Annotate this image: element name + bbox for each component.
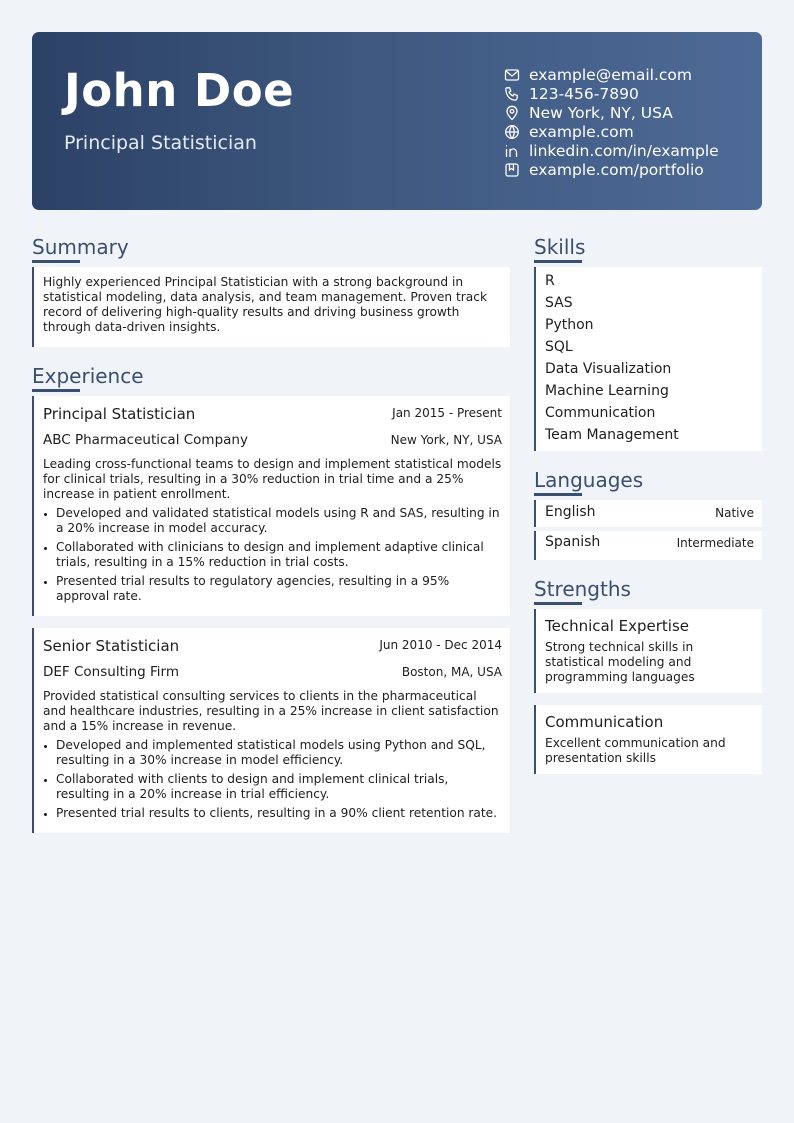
linkedin-icon (504, 143, 520, 159)
skills-rule (534, 260, 582, 263)
candidate-name: John Doe (64, 64, 295, 117)
contact-location-text: New York, NY, USA (529, 103, 673, 122)
job-description: Provided statistical consulting services to clients in the pharmaceutical and healthcare industries, resulting in a 25% increase in client satisfaction and a 15% increase in revenue. (43, 689, 499, 733)
skills-heading: Skills (534, 235, 586, 259)
phone-icon (504, 86, 520, 102)
resume-header (32, 32, 762, 210)
skill-item: Communication (545, 405, 656, 421)
candidate-title: Principal Statistician (64, 132, 257, 154)
job-bullet: Developed and validated statistical models using R and SAS, resulting in a 20% increase in model accuracy. (43, 506, 502, 536)
languages-heading: Languages (534, 468, 644, 492)
job-title: Principal Statistician (43, 405, 196, 423)
skill-item: R (545, 273, 555, 289)
language-level: Intermediate (676, 536, 754, 550)
strength-card-1 (534, 609, 762, 693)
job-location: Boston, MA, USA (401, 665, 502, 679)
job-title: Senior Statistician (43, 637, 180, 655)
experience-heading: Experience (32, 364, 144, 388)
globe-icon (504, 124, 520, 140)
contact-portfolio-text: example.com/portfolio (529, 160, 704, 179)
summary-text: Highly experienced Principal Statistician with a strong background in statistical modeling, data analysis, and team management. Proven track record of delivering high-quality results and driving business growth through data-driven insights. (43, 275, 488, 334)
skills-card (534, 267, 762, 451)
language-level: Native (715, 506, 754, 520)
contact-linkedin-text: linkedin.com/in/example (529, 141, 719, 160)
experience-rule (32, 389, 80, 392)
job-location: New York, NY, USA (390, 433, 502, 447)
job-date: Jun 2010 - Dec 2014 (379, 638, 502, 652)
job-card-2 (32, 628, 510, 833)
contact-linkedin[interactable] (504, 141, 719, 160)
skill-item: SQL (545, 339, 573, 355)
mail-icon (504, 67, 520, 83)
contact-email[interactable] (504, 65, 719, 84)
job-bullet: Presented trial results to regulatory agencies, resulting in a 95% approval rate. (43, 574, 502, 604)
skill-item: SAS (545, 295, 573, 311)
language-name: Spanish (545, 534, 601, 550)
job-company: ABC Pharmaceutical Company (43, 432, 248, 448)
skill-item: Machine Learning (545, 383, 669, 399)
job-bullet: Collaborated with clients to design and implement clinical trials, resulting in a 20% increase in trial efficiency. (43, 772, 502, 802)
strengths-heading: Strengths (534, 577, 631, 601)
location-icon (504, 105, 520, 121)
summary-rule (32, 260, 80, 263)
skill-item: Data Visualization (545, 361, 672, 377)
strength-title: Technical Expertise (545, 617, 690, 635)
strength-card-2 (534, 705, 762, 774)
skill-item: Team Management (545, 427, 679, 443)
language-name: English (545, 504, 596, 520)
language-row-english (534, 500, 762, 527)
job-bullet: Presented trial results to clients, resulting in a 90% client retention rate. (43, 806, 502, 821)
strength-description: Excellent communication and presentation skills (545, 736, 726, 765)
summary-card (32, 267, 510, 347)
contact-location (504, 103, 719, 122)
language-row-spanish (534, 531, 762, 560)
contact-email-text: example@email.com (529, 65, 692, 84)
job-card-1 (32, 396, 510, 616)
contact-portfolio[interactable] (504, 160, 719, 179)
strength-title: Communication (545, 713, 664, 731)
summary-heading: Summary (32, 235, 129, 259)
job-bullets (43, 738, 502, 825)
contact-list (504, 65, 719, 179)
job-company: DEF Consulting Firm (43, 664, 180, 680)
contact-website-text: example.com (529, 122, 634, 141)
job-description: Leading cross-functional teams to design and implement statistical models for clinical trials, resulting in a 30% reduction in trial time and a 25% increase in patient enrollment. (43, 457, 502, 501)
skill-item: Python (545, 317, 594, 333)
job-date: Jan 2015 - Present (392, 406, 502, 420)
job-bullets (43, 506, 502, 608)
languages-rule (534, 493, 582, 496)
job-bullet: Collaborated with clinicians to design and implement adaptive clinical trials, resulting in a 15% reduction in trial costs. (43, 540, 502, 570)
contact-phone-text: 123-456-7890 (529, 84, 639, 103)
strengths-rule (534, 602, 582, 605)
strength-description: Strong technical skills in statistical modeling and programming languages (545, 640, 695, 684)
job-bullet: Developed and implemented statistical models using Python and SQL, resulting in a 30% increase in model efficiency. (43, 738, 502, 768)
contact-phone[interactable] (504, 84, 719, 103)
contact-website[interactable] (504, 122, 719, 141)
portfolio-icon (504, 162, 520, 178)
